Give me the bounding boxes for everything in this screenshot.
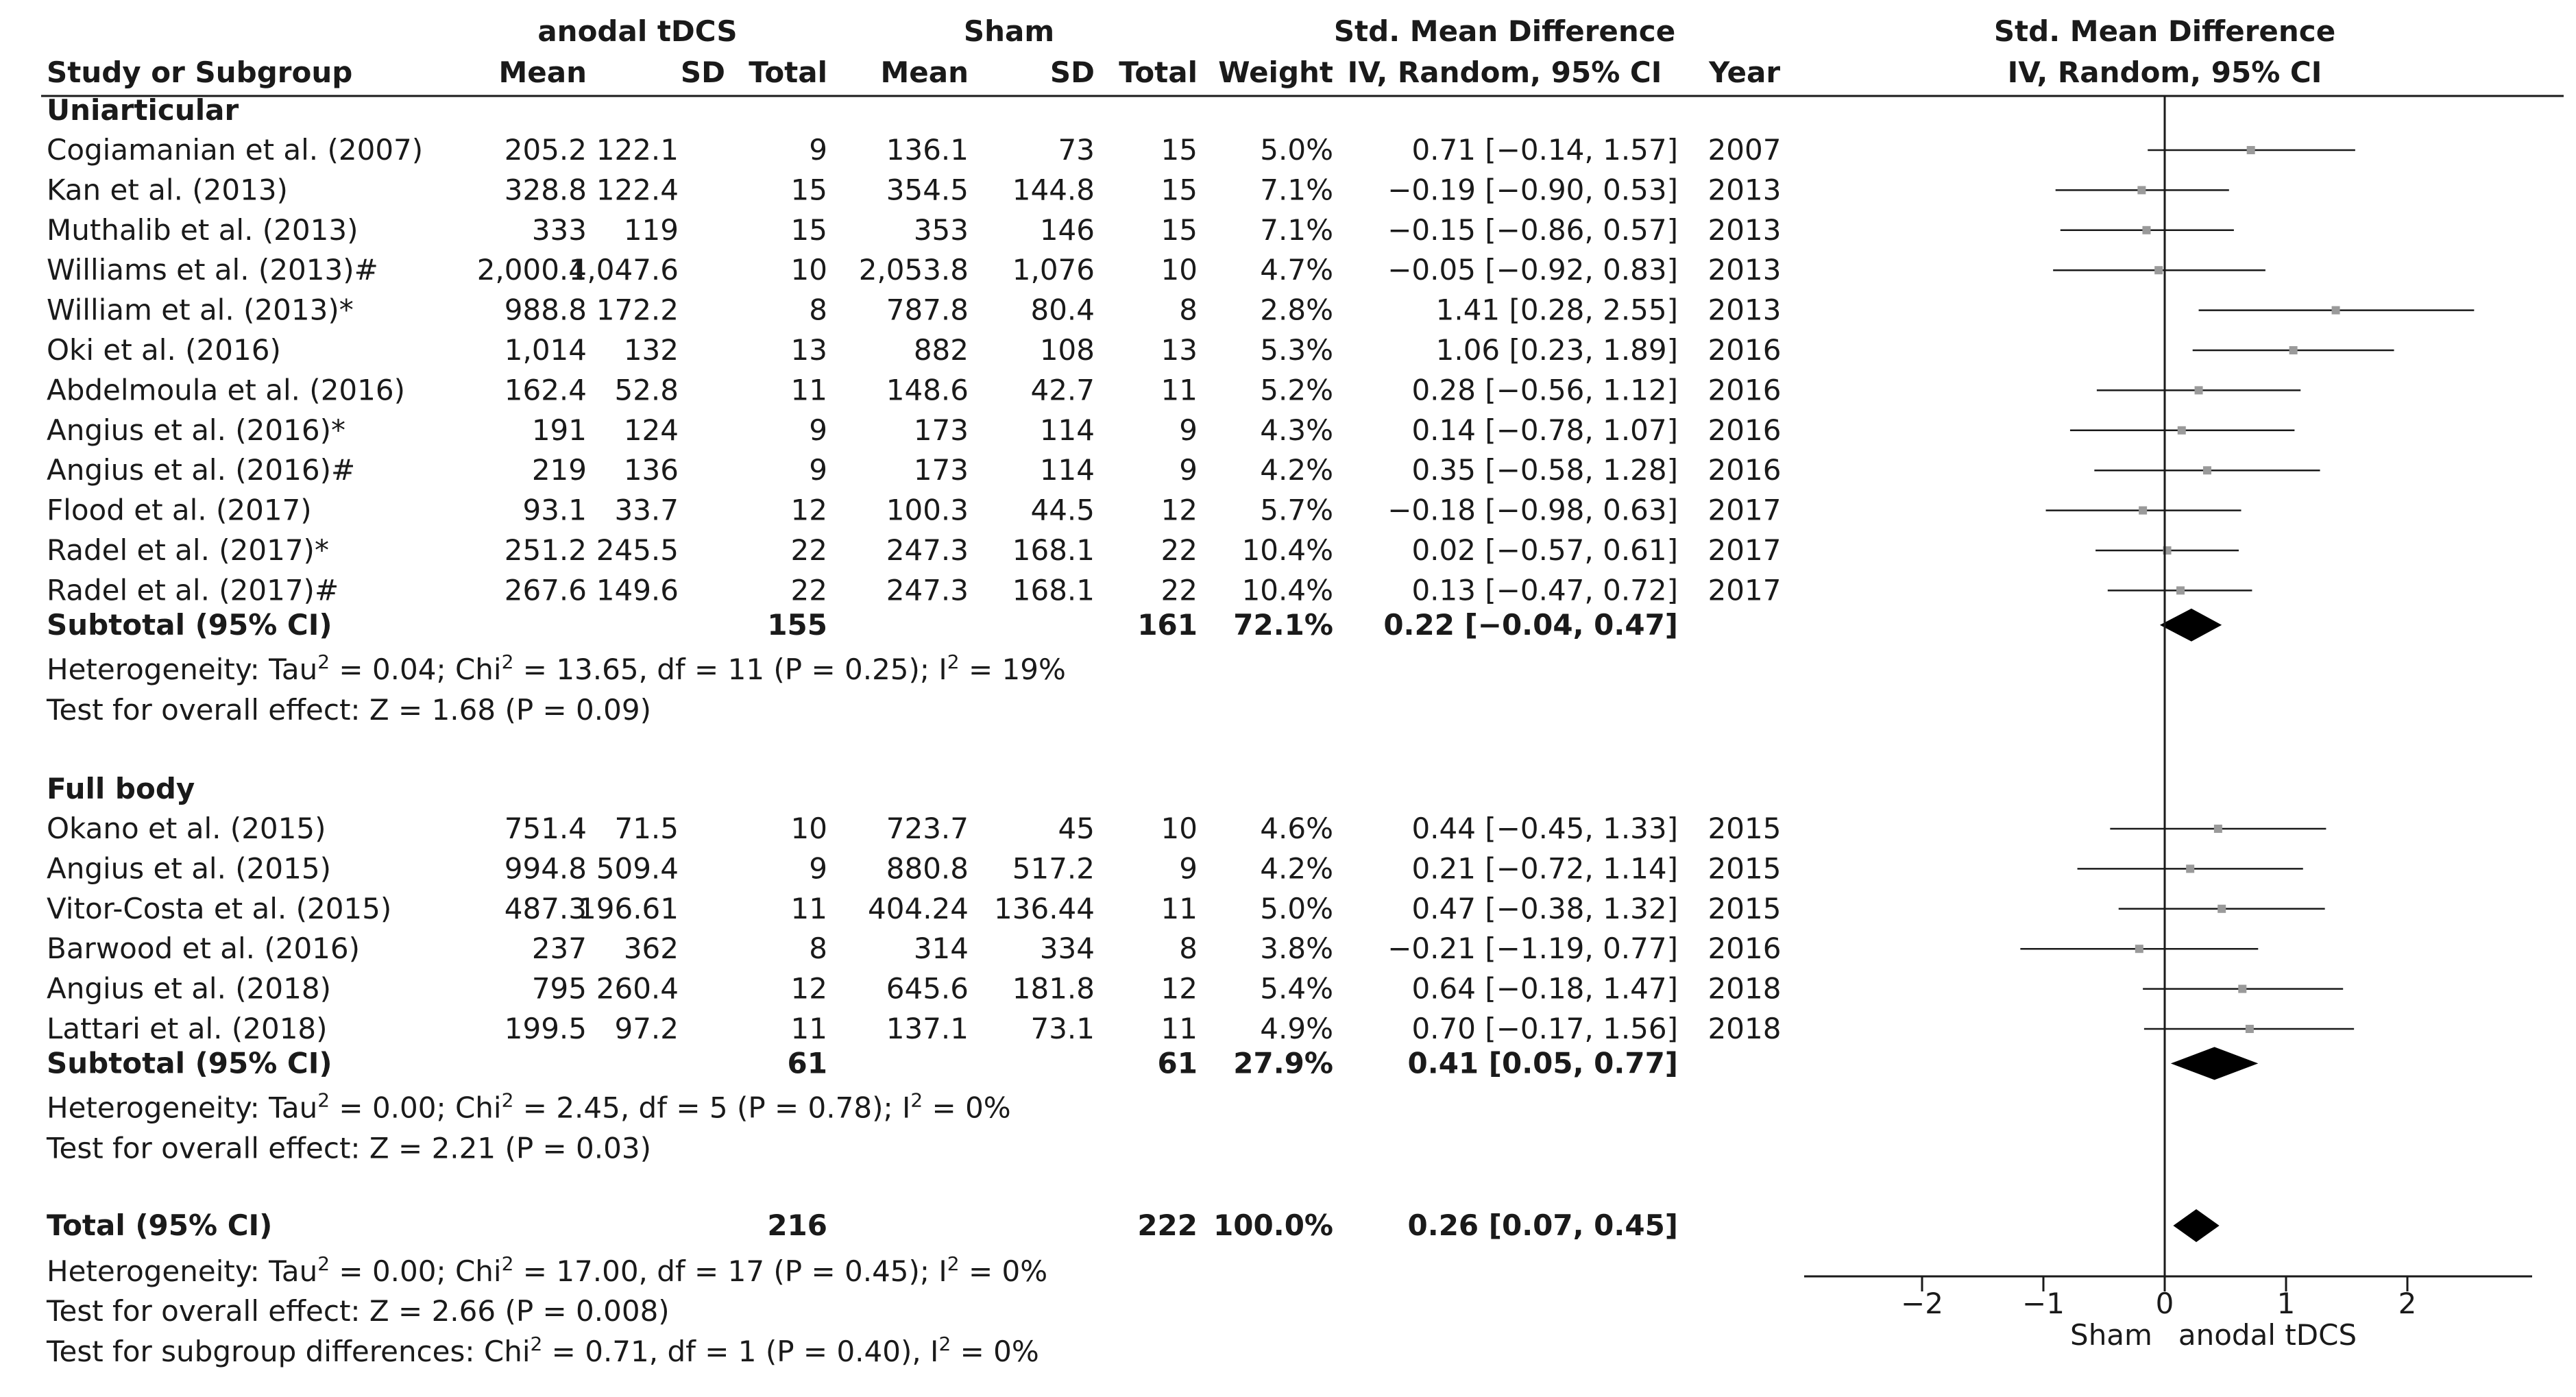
point-estimate	[2195, 386, 2203, 394]
exp-mean: 994.8	[504, 851, 587, 886]
text-segment: = 0.00; Chi	[330, 1091, 502, 1125]
ctl-total: 15	[1161, 173, 1198, 207]
year-value: 2007	[1708, 133, 1782, 167]
total-ctl-total: 222	[1137, 1208, 1198, 1242]
ctl-mean: 882	[913, 333, 969, 367]
superscript: 2	[501, 1252, 514, 1275]
study-name: Angius et al. (2016)*	[47, 413, 345, 447]
ci-value: 0.28 [−0.56, 1.12]	[1411, 373, 1678, 407]
exp-total: 12	[790, 493, 827, 527]
text-segment: = 0%	[923, 1091, 1011, 1125]
year-value: 2016	[1708, 333, 1782, 367]
col-mean-exp: Mean	[498, 56, 587, 89]
col-sd-exp: SD	[680, 56, 725, 89]
col-ci: IV, Random, 95% CI	[1347, 56, 1662, 89]
year-value: 2018	[1708, 971, 1782, 1006]
point-estimate	[2135, 945, 2143, 953]
subtotal-weight: 27.9%	[1233, 1046, 1333, 1080]
weight-value: 5.3%	[1260, 333, 1333, 367]
text-segment: = 0.00; Chi	[330, 1254, 502, 1288]
exp-total: 11	[790, 891, 827, 925]
ctl-total: 10	[1161, 812, 1198, 845]
col-year: Year	[1708, 56, 1781, 89]
ctl-sd: 45	[1058, 812, 1095, 845]
ci-value: −0.05 [−0.92, 0.83]	[1387, 253, 1678, 287]
point-estimate	[2332, 306, 2340, 315]
ctl-mean: 173	[913, 453, 969, 487]
weight-value: 2.8%	[1260, 293, 1333, 327]
exp-total: 15	[790, 212, 827, 247]
ci-value: 0.70 [−0.17, 1.56]	[1411, 1012, 1678, 1045]
col-total-exp: Total	[749, 56, 827, 89]
year-value: 2016	[1708, 413, 1782, 447]
weight-value: 4.3%	[1260, 413, 1333, 447]
weight-value: 5.7%	[1260, 493, 1333, 527]
study-name: Angius et al. (2016)#	[47, 453, 356, 487]
exp-total: 11	[790, 1012, 827, 1045]
total-label: Total (95% CI)	[47, 1208, 273, 1242]
total-heterogeneity-text	[47, 1252, 1047, 1288]
x-tick-label: 2	[2398, 1287, 2417, 1320]
plot-area	[1804, 96, 2532, 1352]
exp-total: 22	[790, 533, 827, 567]
ctl-total: 10	[1161, 253, 1198, 287]
year-value: 2016	[1708, 932, 1782, 966]
point-estimate	[2178, 426, 2186, 435]
exp-total: 15	[790, 173, 827, 207]
study-name: Abdelmoula et al. (2016)	[47, 373, 405, 407]
weight-value: 3.8%	[1260, 932, 1333, 966]
year-value: 2013	[1708, 253, 1782, 287]
weight-value: 5.0%	[1260, 891, 1333, 925]
weight-value: 4.7%	[1260, 253, 1333, 287]
ci-value: 0.02 [−0.57, 0.61]	[1411, 533, 1678, 567]
weight-value: 4.6%	[1260, 812, 1333, 845]
superscript: 2	[947, 650, 960, 673]
weight-value: 7.1%	[1260, 173, 1333, 207]
subgroup-heading: Full body	[47, 772, 195, 805]
year-value: 2016	[1708, 453, 1782, 487]
exp-total: 10	[790, 253, 827, 287]
exp-total: 12	[790, 971, 827, 1006]
table-body	[46, 93, 1781, 1368]
year-value: 2015	[1708, 891, 1782, 925]
study-name: Vitor-Costa et al. (2015)	[47, 891, 392, 925]
ci-value: 0.14 [−0.78, 1.07]	[1411, 413, 1678, 447]
weight-value: 10.4%	[1241, 533, 1333, 567]
ctl-total: 11	[1161, 1012, 1198, 1045]
exp-mean: 333	[531, 212, 587, 247]
ctl-total: 12	[1161, 493, 1198, 527]
ctl-total: 11	[1161, 373, 1198, 407]
ctl-sd: 168.1	[1012, 533, 1095, 567]
ci-value: 0.47 [−0.38, 1.32]	[1411, 891, 1678, 925]
exp-total: 13	[790, 333, 827, 367]
superscript: 2	[317, 1089, 330, 1112]
ci-value: −0.19 [−0.90, 0.53]	[1387, 173, 1678, 207]
exp-mean: 751.4	[504, 812, 587, 845]
text-segment: = 0%	[951, 1335, 1039, 1368]
ci-value: 0.21 [−0.72, 1.14]	[1411, 851, 1678, 886]
ctl-total: 11	[1161, 891, 1198, 925]
study-name: Muthalib et al. (2013)	[47, 212, 359, 247]
subtotal-exp-total: 61	[787, 1046, 827, 1080]
exp-mean: 162.4	[504, 373, 587, 407]
exp-sd: 33.7	[614, 493, 679, 527]
ctl-sd: 181.8	[1012, 971, 1095, 1006]
text-segment: = 0%	[959, 1254, 1048, 1288]
exp-total: 8	[809, 932, 827, 966]
ctl-sd: 73	[1058, 133, 1095, 167]
subtotal-weight: 72.1%	[1233, 607, 1333, 642]
exp-mean: 1,014	[504, 333, 587, 367]
year-value: 2015	[1708, 851, 1782, 886]
exp-mean: 487.3	[504, 891, 587, 925]
group-ctl-header: Sham	[963, 14, 1055, 48]
ctl-total: 12	[1161, 971, 1198, 1006]
pooled-diamond	[2173, 1209, 2219, 1242]
point-estimate	[2176, 586, 2185, 594]
exp-mean: 219	[531, 453, 587, 487]
superscript: 2	[910, 1089, 923, 1112]
subtotal-ci: 0.41 [0.05, 0.77]	[1407, 1046, 1678, 1080]
text-segment: = 2.45, df = 5 (P = 0.78); I	[513, 1091, 911, 1125]
ci-value: 0.13 [−0.47, 0.72]	[1411, 573, 1678, 607]
ctl-sd: 1,076	[1012, 253, 1095, 287]
exp-total: 8	[809, 293, 827, 327]
text-segment: Heterogeneity: Tau	[47, 1091, 318, 1125]
point-estimate	[2154, 266, 2163, 274]
total-weight: 100.0%	[1213, 1208, 1333, 1242]
subtotal-ci: 0.22 [−0.04, 0.47]	[1383, 607, 1678, 642]
point-estimate	[2289, 346, 2298, 354]
point-estimate	[2214, 825, 2222, 833]
point-estimate	[2142, 226, 2150, 234]
exp-sd: 260.4	[596, 971, 679, 1006]
pooled-diamond	[2171, 1047, 2258, 1080]
ctl-total: 15	[1161, 212, 1198, 247]
exp-sd: 245.5	[596, 533, 679, 567]
ctl-total: 9	[1179, 851, 1198, 886]
superscript: 2	[938, 1333, 951, 1355]
year-value: 2018	[1708, 1012, 1782, 1045]
ctl-sd: 114	[1039, 413, 1095, 447]
ctl-sd: 80.4	[1030, 293, 1095, 327]
exp-total: 11	[790, 373, 827, 407]
subtotal-ctl-total: 61	[1157, 1046, 1198, 1080]
exp-sd: 122.4	[596, 173, 679, 207]
ctl-mean: 354.5	[886, 173, 969, 207]
exp-mean: 237	[531, 932, 587, 966]
subtotal-label: Subtotal (95% CI)	[47, 607, 332, 642]
ci-value: −0.15 [−0.86, 0.57]	[1387, 212, 1678, 247]
ci-value: 0.35 [−0.58, 1.28]	[1411, 453, 1678, 487]
subgroup-differences-text	[46, 1333, 1039, 1368]
ctl-sd: 144.8	[1012, 173, 1095, 207]
exp-mean: 328.8	[504, 173, 587, 207]
weight-value: 4.9%	[1260, 1012, 1333, 1045]
ctl-sd: 146	[1039, 212, 1095, 247]
ci-value: 0.64 [−0.18, 1.47]	[1411, 971, 1678, 1006]
ctl-mean: 314	[913, 932, 969, 966]
year-value: 2013	[1708, 212, 1782, 247]
ctl-mean: 136.1	[886, 133, 969, 167]
text-segment: Test for subgroup differences: Chi	[47, 1335, 531, 1368]
favours-left-label: Sham	[2070, 1318, 2152, 1352]
ci-value: 1.06 [0.23, 1.89]	[1435, 333, 1678, 367]
superscript: 2	[317, 650, 330, 673]
exp-sd: 172.2	[596, 293, 679, 327]
ci-value: −0.21 [−1.19, 0.77]	[1387, 932, 1678, 966]
study-name: Oki et al. (2016)	[47, 333, 281, 367]
exp-mean: 988.8	[504, 293, 587, 327]
year-value: 2017	[1708, 493, 1782, 527]
exp-sd: 124	[623, 413, 679, 447]
study-name: Kan et al. (2013)	[47, 173, 288, 207]
exp-sd: 136	[623, 453, 679, 487]
ctl-mean: 247.3	[886, 573, 969, 607]
ctl-mean: 137.1	[886, 1012, 969, 1045]
exp-total: 9	[809, 851, 827, 886]
exp-mean: 191	[531, 413, 587, 447]
exp-mean: 199.5	[504, 1012, 587, 1045]
study-name: Angius et al. (2018)	[47, 971, 331, 1006]
ctl-total: 8	[1179, 293, 1198, 327]
weight-value: 4.2%	[1260, 851, 1333, 886]
col-weight: Weight	[1218, 56, 1333, 89]
superscript: 2	[501, 650, 514, 673]
ctl-total: 22	[1161, 533, 1198, 567]
exp-sd: 71.5	[614, 812, 679, 845]
exp-total: 22	[790, 573, 827, 607]
exp-sd: 509.4	[596, 851, 679, 886]
col-sd-ctl: SD	[1049, 56, 1095, 89]
col-total-ctl: Total	[1119, 56, 1198, 89]
study-name: Radel et al. (2017)#	[47, 573, 339, 607]
text-segment: = 13.65, df = 11 (P = 0.25); I	[513, 652, 947, 686]
year-value: 2016	[1708, 373, 1782, 407]
ctl-mean: 723.7	[886, 812, 969, 845]
text-segment: = 0.04; Chi	[330, 652, 502, 686]
ctl-sd: 136.44	[994, 891, 1095, 925]
text-segment: = 17.00, df = 17 (P = 0.45); I	[513, 1254, 947, 1288]
exp-mean: 251.2	[504, 533, 587, 567]
exp-sd: 122.1	[596, 133, 679, 167]
point-estimate	[2217, 905, 2226, 913]
ctl-mean: 247.3	[886, 533, 969, 567]
superscript: 2	[501, 1089, 514, 1112]
ctl-total: 9	[1179, 413, 1198, 447]
exp-total: 9	[809, 133, 827, 167]
x-tick-label: −2	[1901, 1287, 1943, 1320]
ctl-total: 22	[1161, 573, 1198, 607]
subgroup-heading: Uniarticular	[47, 93, 239, 127]
weight-value: 5.2%	[1260, 373, 1333, 407]
study-name: Cogiamanian et al. (2007)	[47, 133, 424, 167]
ctl-sd: 73.1	[1030, 1012, 1095, 1045]
point-estimate	[2203, 466, 2211, 474]
col-study: Study or Subgroup	[47, 56, 353, 89]
subtotal-label: Subtotal (95% CI)	[47, 1046, 332, 1080]
year-value: 2013	[1708, 293, 1782, 327]
exp-total: 9	[809, 413, 827, 447]
ctl-total: 8	[1179, 932, 1198, 966]
weight-value: 10.4%	[1241, 573, 1333, 607]
exp-mean: 795	[531, 971, 587, 1006]
exp-mean: 205.2	[504, 133, 587, 167]
superscript: 2	[947, 1252, 960, 1275]
subtotal-exp-total: 155	[767, 607, 827, 642]
exp-sd: 196.61	[578, 891, 679, 925]
ctl-sd: 517.2	[1012, 851, 1095, 886]
table-header	[47, 14, 2335, 89]
ci-value: 0.71 [−0.14, 1.57]	[1411, 133, 1678, 167]
ctl-mean: 787.8	[886, 293, 969, 327]
favours-right-label: anodal tDCS	[2178, 1318, 2357, 1352]
plot-subtitle: IV, Random, 95% CI	[2007, 56, 2322, 89]
exp-sd: 132	[623, 333, 679, 367]
study-name: Radel et al. (2017)*	[47, 533, 329, 567]
study-name: Barwood et al. (2016)	[47, 932, 360, 966]
heterogeneity-text	[47, 1089, 1011, 1124]
ctl-total: 13	[1161, 333, 1198, 367]
weight-value: 5.4%	[1260, 971, 1333, 1006]
exp-sd: 52.8	[614, 373, 679, 407]
ctl-sd: 108	[1039, 333, 1095, 367]
ctl-sd: 334	[1039, 932, 1095, 966]
total-overall-effect-text: Test for overall effect: Z = 2.66 (P = 0.008)	[47, 1294, 670, 1328]
ci-value: 0.44 [−0.45, 1.33]	[1411, 812, 1678, 845]
study-name: William et al. (2013)*	[47, 293, 354, 327]
x-tick-label: 0	[2155, 1287, 2174, 1320]
text-segment: Heterogeneity: Tau	[47, 1254, 318, 1288]
x-tick-label: 1	[2276, 1287, 2296, 1320]
point-estimate	[2137, 186, 2146, 194]
year-value: 2017	[1708, 573, 1782, 607]
point-estimate	[2247, 146, 2255, 154]
weight-value: 5.0%	[1260, 133, 1333, 167]
heterogeneity-text	[47, 651, 1066, 686]
point-estimate	[2186, 864, 2194, 873]
effect-title: Std. Mean Difference	[1333, 14, 1676, 48]
exp-total: 9	[809, 453, 827, 487]
study-name: Lattari et al. (2018)	[47, 1012, 328, 1045]
point-estimate	[2238, 985, 2246, 993]
text-segment: = 19%	[959, 652, 1066, 686]
ctl-sd: 114	[1039, 453, 1095, 487]
pooled-diamond	[2160, 609, 2222, 642]
weight-value: 4.2%	[1260, 453, 1333, 487]
exp-total: 10	[790, 812, 827, 845]
exp-mean: 2,000.4	[476, 253, 587, 287]
exp-mean: 93.1	[522, 493, 587, 527]
col-mean-ctl: Mean	[880, 56, 969, 89]
study-name: Williams et al. (2013)#	[47, 253, 378, 287]
group-exp-header: anodal tDCS	[537, 14, 738, 48]
overall-effect-text: Test for overall effect: Z = 1.68 (P = 0.09)	[47, 692, 651, 727]
point-estimate	[2139, 507, 2147, 515]
exp-sd: 362	[623, 932, 679, 966]
study-name: Okano et al. (2015)	[47, 812, 326, 845]
year-value: 2013	[1708, 173, 1782, 207]
text-segment: = 0.71, df = 1 (P = 0.40), I	[542, 1335, 939, 1368]
weight-value: 7.1%	[1260, 212, 1333, 247]
x-tick-label: −1	[2022, 1287, 2065, 1320]
exp-sd: 1,047.6	[568, 253, 679, 287]
ctl-mean: 148.6	[886, 373, 969, 407]
ctl-mean: 353	[913, 212, 969, 247]
ctl-mean: 2,053.8	[858, 253, 969, 287]
text-segment: Heterogeneity: Tau	[47, 652, 318, 686]
ci-value: 1.41 [0.28, 2.55]	[1435, 293, 1678, 327]
overall-effect-text: Test for overall effect: Z = 2.21 (P = 0.03)	[47, 1131, 651, 1165]
year-value: 2015	[1708, 812, 1782, 845]
ci-value: −0.18 [−0.98, 0.63]	[1387, 493, 1678, 527]
ctl-mean: 645.6	[886, 971, 969, 1006]
ctl-total: 15	[1161, 133, 1198, 167]
total-ci: 0.26 [0.07, 0.45]	[1407, 1208, 1678, 1242]
ctl-mean: 880.8	[886, 851, 969, 886]
exp-sd: 97.2	[614, 1012, 679, 1045]
superscript: 2	[317, 1252, 330, 1275]
plot-title: Std. Mean Difference	[1993, 14, 2336, 48]
exp-sd: 119	[623, 212, 679, 247]
exp-mean: 267.6	[504, 573, 587, 607]
study-name: Angius et al. (2015)	[47, 851, 331, 886]
subtotal-ctl-total: 161	[1137, 607, 1198, 642]
exp-sd: 149.6	[596, 573, 679, 607]
ctl-mean: 100.3	[886, 493, 969, 527]
ctl-sd: 42.7	[1030, 373, 1095, 407]
point-estimate	[2246, 1025, 2254, 1033]
ctl-total: 9	[1179, 453, 1198, 487]
ctl-mean: 173	[913, 413, 969, 447]
year-value: 2017	[1708, 533, 1782, 567]
superscript: 2	[530, 1333, 543, 1355]
study-name: Flood et al. (2017)	[47, 493, 312, 527]
ctl-sd: 44.5	[1030, 493, 1095, 527]
ctl-mean: 404.24	[868, 891, 969, 925]
total-exp-total: 216	[767, 1208, 827, 1242]
ctl-sd: 168.1	[1012, 573, 1095, 607]
